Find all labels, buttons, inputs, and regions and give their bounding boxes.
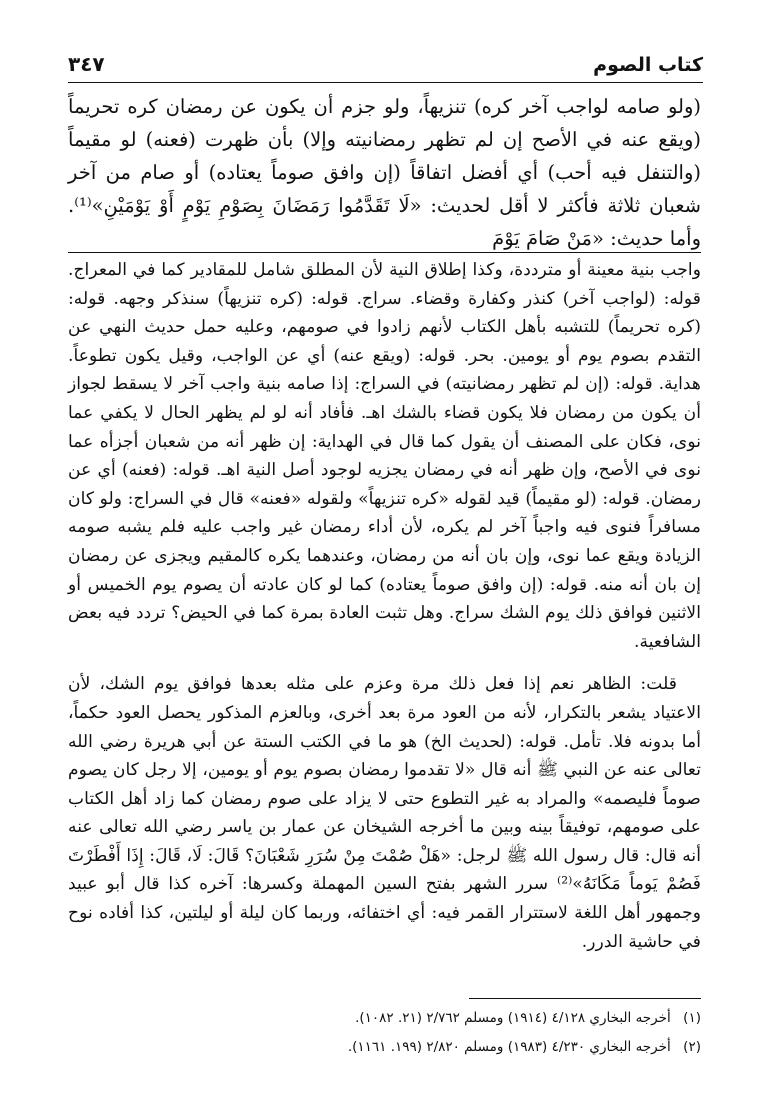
- footnote-text: أخرجه البخاري ٤/١٢٨ (١٩١٤) ومسلم ٢/٧٦٢ (٢١. ١٠٨٢).: [355, 1010, 671, 1026]
- commentary-paragraph-2: قلت: الظاهر نعم إذا فعل ذلك مرة وعزم على مثله بعدها فوافق يوم الشك، لأن الاعتياد يشعر بالتكرار، لأنه من العود مرة بعد أخرى، وبالعزم المذكور يحصل العود حكماً، أما بدونه فلا. تأمل. قوله: (لحديث الخ) هو ما في الكتب الستة عن أبي هريرة رضي الله تعالى عنه عن النبي ﷺ أنه قال «لا تقدموا رمضان بصوم يوم أو يومين، إلا رجل كان يصوم صوماً فليصمه» والمراد به غير التطوع حتى لا يزاد على صوم رمضان كما زاد أهل الكتاب على صومهم، توفيقاً بينه وبين ما أخرجه الشيخان عن عمار بن ياسر رضي الله تعالى عنه أنه قال: قال رسول الله ﷺ لرجل: «هَلْ صُمْتَ مِنْ سُرَرِ شَعْبَانَ؟ قَالَ: لَا، قَالَ: إِذَا أَفْطَرْتَ فَصُمْ يَوماً مَكَانَهُ»⁽²⁾ سرر الشهر بفتح السين المهملة وكسرها: آخره كذا قال أبو عبيد وجمهور أهل اللغة لاستترار القمر فيه: أي اختفائه، وربما كان ليلة أو ليلتين، كذا أفاده نوح في حاشية الدرر.: [68, 674, 701, 952]
- footnote-text: أخرجه البخاري ٤/٢٣٠ (١٩٨٣) ومسلم ٢/٨٢٠ (١٩٩. ١١٦١).: [347, 1039, 671, 1055]
- footnote-2: [68, 1033, 701, 1062]
- page-number: ٣٤٧: [68, 52, 105, 76]
- text-separator: [68, 252, 701, 253]
- main-text-paragraph: (ولو صامه لواجب آخر كره) تنزيهاً، ولو جزم أن يكون عن رمضان كره تحريماً (ويقع عنه في الأصح إن لم تظهر رمضانيته وإلا) بأن ظهرت (فعنه) لو مقيماً (والتنفل فيه أحب) أي أفضل اتفاقاً (إن وافق صوماً يعتاده) أو صام من آخر شعبان ثلاثة فأكثر لا أقل لحديث: «لَا تَقَدَّمُوا رَمَضَانَ بِصَوْمِ يَوْمٍ أَوْ يَوْمَيْنِ»⁽¹⁾. وأما حديث: «مَنْ صَامَ يَوْمَ: [68, 95, 701, 250]
- book-title: كتاب الصوم: [593, 54, 703, 76]
- main-text: [68, 90, 701, 255]
- footnotes: [68, 1004, 701, 1062]
- page-header: [68, 52, 703, 83]
- commentary-paragraph-1: واجب بنية معينة أو مترددة، وكذا إطلاق النية لأن المطلق شامل للمقادير كما في المعراج. قوله: (لواجب آخر) كنذر وكفارة وقضاء. سراج. قوله: (كره تنزيهاً) سنذكر وجهه. قوله: (كره تحريماً) للتشبه بأهل الكتاب لأنهم زادوا في صومهم، وعليه حمل حديث النهي عن التقدم بصوم يوم أو يومين. بحر. قوله: (ويقع عنه) أي عن الواجب، وقيل يكون تطوعاً. هداية. قوله: (إن لم تظهر رمضانيته) في السراج: إذا صامه بنية واجب آخر لا يسقط لجواز أن يكون من رمضان فلا يكون قضاء بالشك اهـ. فأفاد أنه لو لم يظهر الحال لا يكفي عما نوى، فكان على المصنف أن يقول كما قال في الهداية: إن ظهر أنه من شعبان أجزأه عما نوى في الأصح، وإن ظهر أنه في رمضان يجزيه لوجود أصل النية اهـ. قوله: (فعنه) أي عن رمضان. قوله: (لو مقيماً) قيد لقوله «كره تنزيهاً» ولقوله «فعنه» قال في السراج: ولو كان مسافراً فنوى فيه واجباً آخر لم يكره، لأن أداء رمضان غير واجب عليه فلم يشبه صومه الزيادة ويقع عما نوى، وإن بان أنه من رمضان، وعندهما يكره كالمقيم ويجزى عن رمضان إن بان أنه منه. قوله: (إن وافق صوماً يعتاده) كما لو كان عادته أن يصوم يوم الخميس أو الاثنين فوافق ذلك يوم الشك سراج. وهل تثبت العادة بمرة كما في الحيض؟ تردد فيه بعض الشافعية.: [68, 260, 701, 652]
- footnote-number: (٢): [683, 1039, 701, 1055]
- footnote-1: [68, 1004, 701, 1033]
- commentary: [68, 256, 701, 956]
- footnote-separator: [469, 998, 701, 999]
- footnote-number: (١): [683, 1010, 701, 1026]
